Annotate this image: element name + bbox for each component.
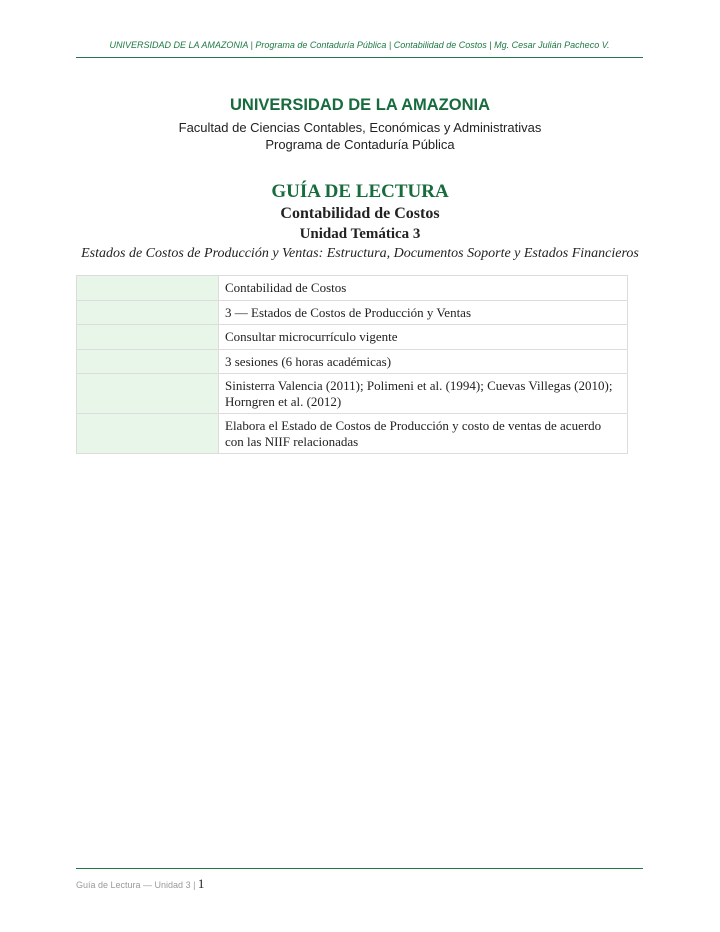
page-number: 1	[197, 876, 205, 891]
table-row	[77, 349, 628, 374]
institution-name: UNIVERSIDAD DE LA AMAZONIA	[229, 96, 491, 114]
unit-subtitle: Estados de Costos de Producción y Ventas: Estructura, Documentos Soporte y Estados Financieros	[81, 246, 639, 261]
table-row	[77, 374, 628, 414]
running-header: UNIVERSIDAD DE LA AMAZONIA | Programa de Contaduría Pública | Contabilidad de Costos | Mg. Cesar Julián Pacheco V.	[109, 40, 610, 50]
row-label-cell	[77, 349, 219, 374]
row-value-cell: Elabora el Estado de Costos de Producción y costo de ventas de acuerdo con las NIIF relacionadas	[219, 414, 628, 454]
footer-divider	[76, 868, 643, 869]
course-title: Contabilidad de Costos	[280, 205, 440, 222]
row-label-cell	[77, 276, 219, 301]
table-row	[77, 300, 628, 325]
row-value-cell: Contabilidad de Costos	[219, 276, 628, 301]
table-row	[77, 276, 628, 301]
course-info-table	[76, 275, 628, 454]
row-label-cell	[77, 414, 219, 454]
footer-text: Guía de Lectura — Unidad 3 |	[76, 880, 198, 890]
row-value-cell: Consultar microcurrículo vigente	[219, 325, 628, 350]
page-footer	[76, 876, 204, 892]
row-label-cell	[77, 300, 219, 325]
row-label-cell	[77, 374, 219, 414]
table-row	[77, 414, 628, 454]
row-value-cell: 3 sesiones (6 horas académicas)	[219, 349, 628, 374]
table-row	[77, 325, 628, 350]
row-value-cell: Sinisterra Valencia (2011); Polimeni et al. (1994); Cuevas Villegas (2010); Horngren et al. (2012)	[219, 374, 628, 414]
unit-title: Unidad Temática 3	[299, 226, 421, 242]
program-name: Programa de Contaduría Pública	[265, 137, 455, 152]
header-divider	[76, 57, 643, 58]
row-value-cell: 3 — Estados de Costos de Producción y Ventas	[219, 300, 628, 325]
row-label-cell	[77, 325, 219, 350]
guide-title: GUÍA DE LECTURA	[271, 181, 449, 202]
faculty-name: Facultad de Ciencias Contables, Económicas y Administrativas	[178, 120, 542, 135]
